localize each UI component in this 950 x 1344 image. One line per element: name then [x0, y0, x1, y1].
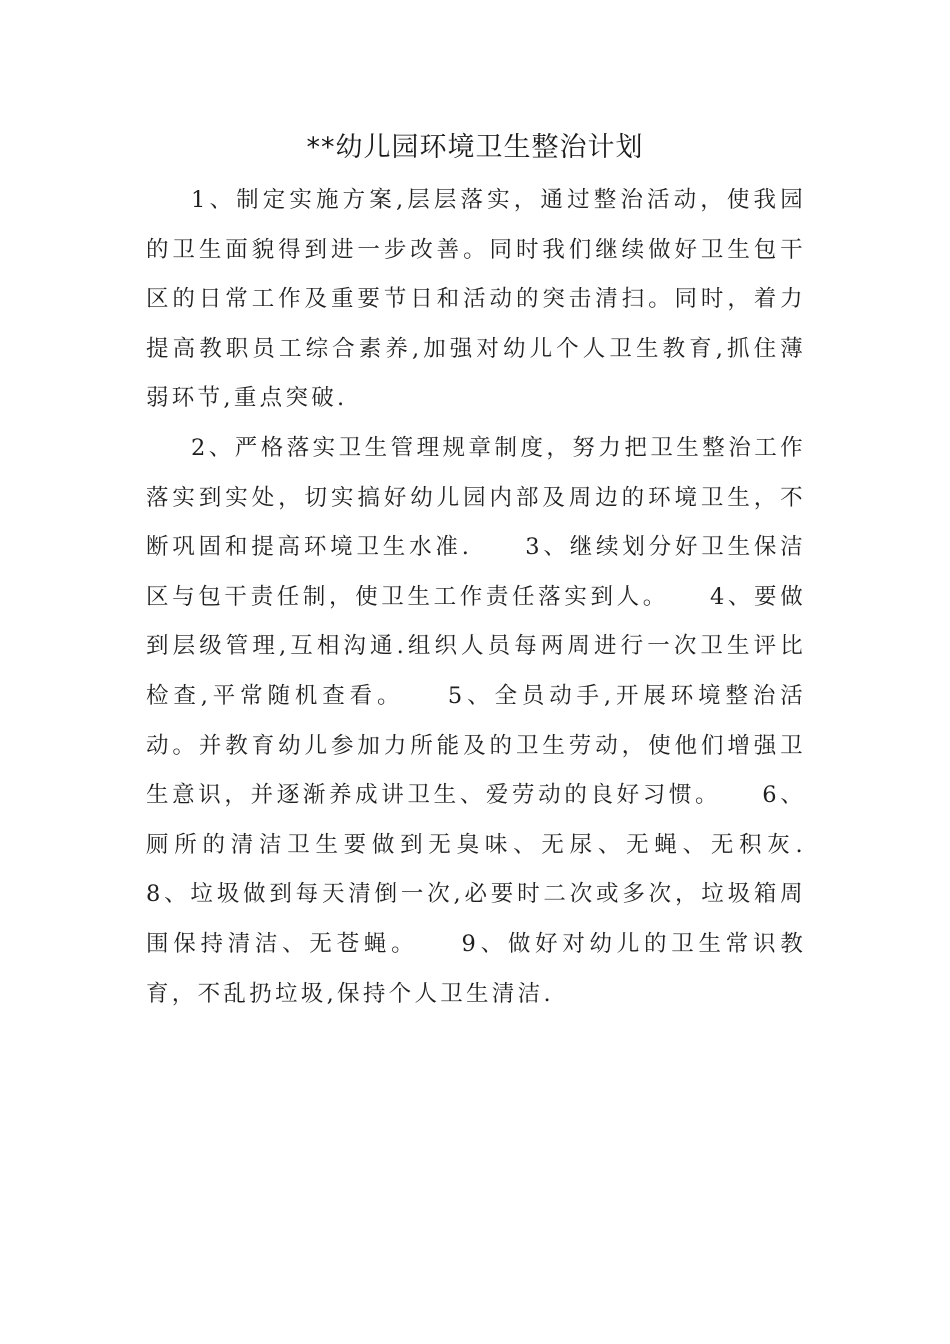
paragraph-1: 1、制定实施方案,层层落实，通过整治活动，使我园的卫生面貌得到进一步改善。同时我们继续做好卫生包干区的日常工作及重要节日和活动的突击清扫。同时，着力提高教职员工综合素养,加强对幼儿个人卫生教育,抓住薄弱环节,重点突破.: [146, 187, 806, 412]
document-body: [146, 176, 858, 1019]
paragraph-2: 2、严格落实卫生管理规章制度，努力把卫生整治工作落实到实处，切实搞好幼儿园内部及周边的环境卫生，不断巩固和提高环境卫生水准. 3、继续划分好卫生保洁区与包干责任制，使卫生工作责任落实到人。 4、要做到层级管理,互相沟通.组织人员每两周进行一次卫生评比检查,平常随机查看。 5、全员动手,开展环境整治活动。并教育幼儿参加力所能及的卫生劳动，使他们增强卫生意识，并逐渐养成讲卫生、爱劳动的良好习惯。 6、厕所的清洁卫生要做到无臭味、无尿、无蝇、无积灰. 8、垃圾做到每天清倒一次,必要时二次或多次，垃圾箱周围保持清洁、无苍蝇。 9、做好对幼儿的卫生常识教育，不乱扔垃圾,保持个人卫生清洁.: [146, 434, 858, 1007]
document-title: **幼儿园环境卫生整治计划: [306, 132, 644, 163]
